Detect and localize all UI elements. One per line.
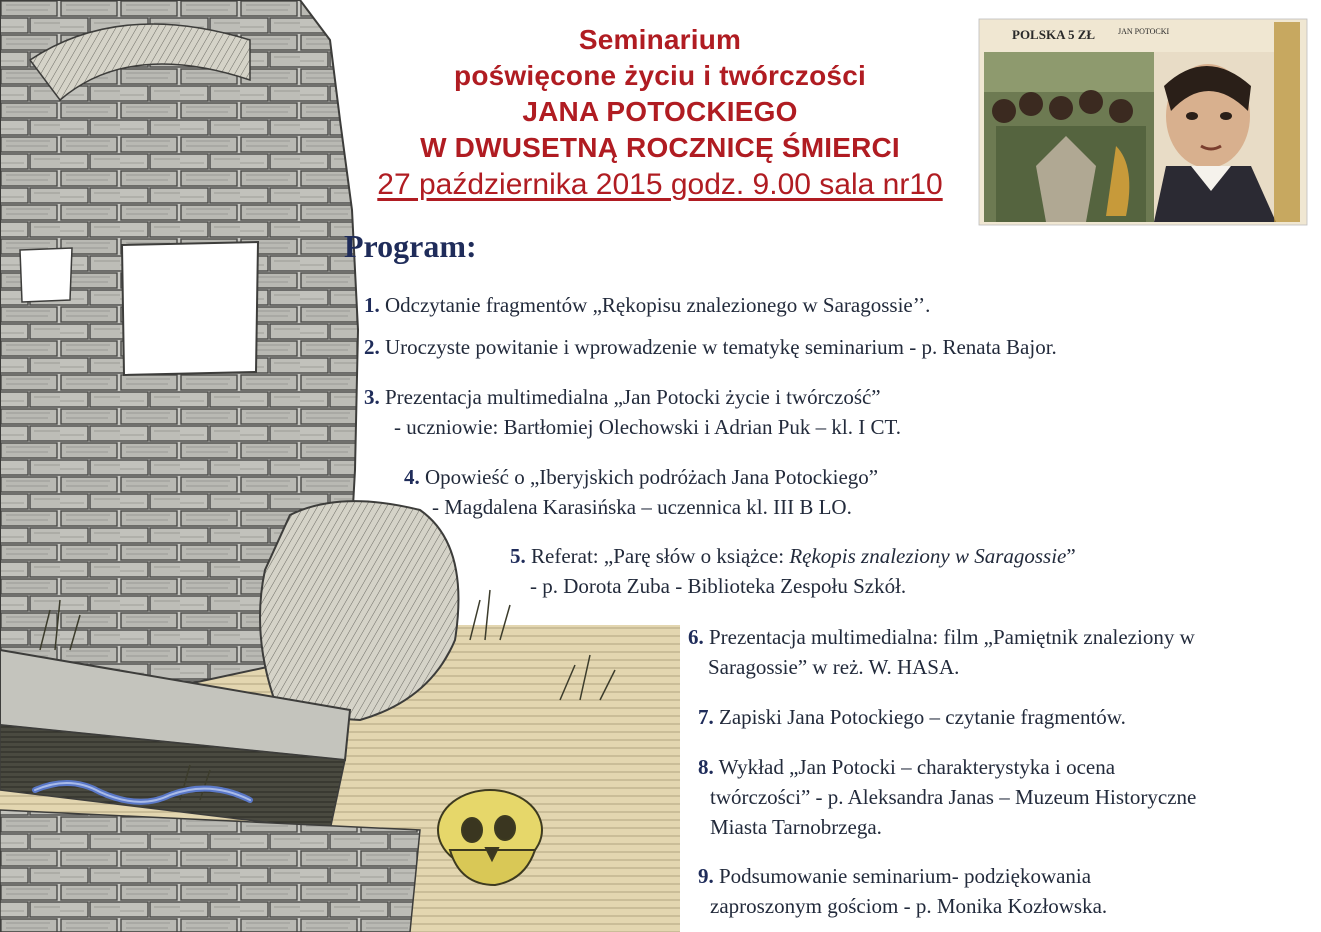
- program-item-2: 2. Uroczyste powitanie i wprowadzenie w tematykę seminarium - p. Renata Bajor.: [364, 335, 1057, 359]
- postage-stamp-image: [976, 16, 1310, 228]
- stamp-name-label: JAN POTOCKI: [1118, 27, 1170, 36]
- program-item-5: 5. Referat: „Parę słów o książce: Rękopis znaleziony w Saragossie” - p. Dorota Zuba - Biblioteka Zespołu Szkół.: [510, 544, 1076, 598]
- program-item-7: 7. Zapiski Jana Potockiego – czytanie fragmentów.: [698, 705, 1126, 729]
- program-heading: Program:: [344, 228, 477, 264]
- program-item-3: 3. Prezentacja multimedialna „Jan Potocki życie i twórczość” - uczniowie: Bartłomiej Olechowski i Adrian Puk – kl. I CT.: [364, 385, 902, 439]
- seminar-header: [300, 22, 1020, 204]
- event-date: 27 października 2015 godz. 9.00 sala nr10: [377, 168, 943, 201]
- program-item-9: 9. Podsumowanie seminarium- podziękowania zaproszonym gościom - p. Monika Kozłowska.: [698, 864, 1108, 918]
- program-item-6: 6. Prezentacja multimedialna: film „Pamiętnik znaleziony w Saragossie” w reż. W. HASA.: [688, 625, 1195, 679]
- header-line-3: JANA POTOCKIEGO: [522, 96, 798, 127]
- header-line-2: poświęcone życiu i twórczości: [454, 60, 866, 91]
- program-item-1: 1. Odczytanie fragmentów „Rękopisu znalezionego w Saragossie’’.: [364, 293, 931, 317]
- stamp-country-label: POLSKA 5 ZŁ: [1012, 27, 1096, 42]
- header-line-4: W DWUSETNĄ ROCZNICĘ ŚMIERCI: [420, 132, 900, 163]
- header-line-1: Seminarium: [578, 24, 742, 55]
- program-item-4: 4. Opowieść o „Iberyjskich podróżach Jana Potockiego” - Magdalena Karasińska – uczennica kl. III B LO.: [404, 465, 879, 519]
- program-item-8: 8. Wykład „Jan Potocki – charakterystyka i ocena twórczości” - p. Aleksandra Janas – Muzeum Historyczne Miasta Tarnobrzega.: [698, 755, 1197, 839]
